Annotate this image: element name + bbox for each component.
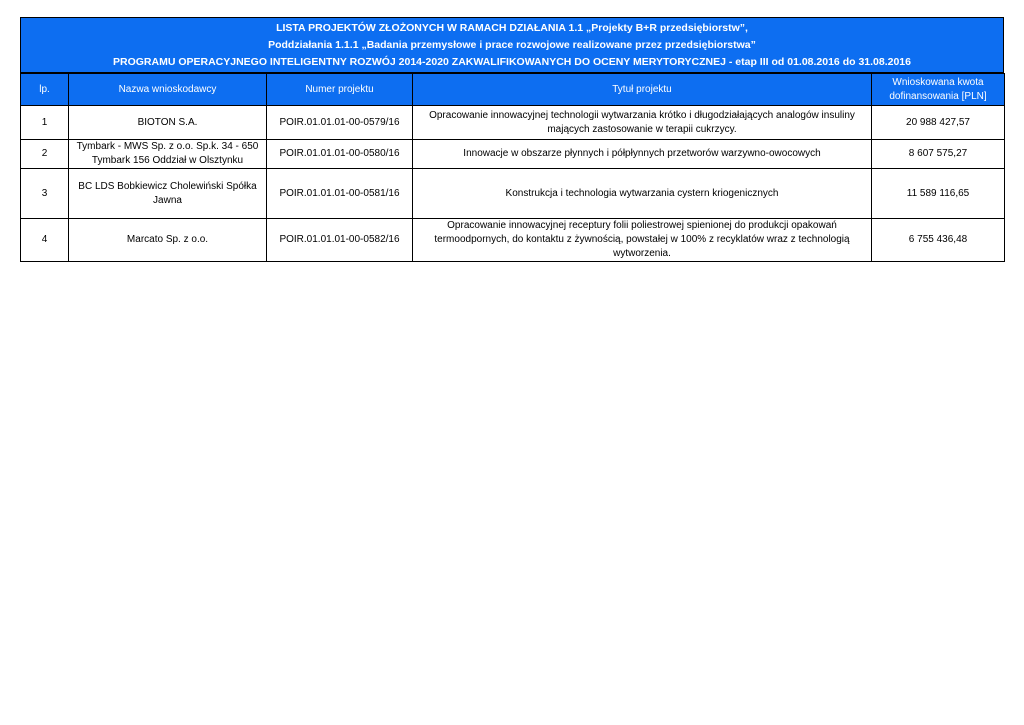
cell-project-title xyxy=(413,219,872,262)
column-header-applicant: Nazwa wnioskodawcy xyxy=(69,74,267,106)
table-header-row xyxy=(21,74,1005,106)
column-header-amount xyxy=(872,74,1005,106)
cell-project-number: POIR.01.01.01-00-0579/16 xyxy=(267,106,413,140)
cell-project-number: POIR.01.01.01-00-0580/16 xyxy=(267,140,413,169)
applicant-line: Tymbark 156 Oddział w Olsztynku xyxy=(91,155,244,166)
title-line-1: LISTA PROJEKTÓW ZŁOŻONYCH W RAMACH DZIAŁANIA 1.1 „Projekty B+R przedsiębiorstw”, xyxy=(276,22,748,34)
column-header-lp: lp. xyxy=(21,74,69,106)
title-line: Konstrukcja i technologia wytwarzania cystern kriogenicznych xyxy=(505,187,779,199)
title-line: mających zastosowanie w terapii cukrzycy. xyxy=(547,123,737,135)
projects-table xyxy=(20,73,1005,262)
cell-project-number: POIR.01.01.01-00-0582/16 xyxy=(267,219,413,262)
cell-lp: 1 xyxy=(21,106,69,140)
title-line: Opracowanie innowacyjnej technologii wytwarzania krótko i długodziałających analogów insuliny xyxy=(429,109,855,121)
cell-applicant xyxy=(69,169,267,219)
table-row xyxy=(21,219,1005,262)
title-line: termoodpornych, do kontaktu z żywnością, powstałej w 100% z recyklatów wraz z technologią xyxy=(434,234,850,245)
cell-project-title xyxy=(413,106,872,140)
applicant-line: BC LDS Bobkiewicz Cholewiński Spółka xyxy=(78,180,257,192)
amount-header-line-2: dofinansowania [PLN] xyxy=(889,90,987,102)
title-line-2: Poddziałania 1.1.1 „Badania przemysłowe i prace rozwojowe realizowane przez przedsiębiorstwa” xyxy=(268,39,756,51)
table-row xyxy=(21,169,1005,219)
cell-amount: 8 607 575,27 xyxy=(872,140,1005,169)
document-title-block xyxy=(20,17,1004,73)
amount-header-line-1: Wnioskowana kwota xyxy=(892,76,984,88)
cell-amount: 6 755 436,48 xyxy=(872,219,1005,262)
applicant-line: Marcato Sp. z o.o. xyxy=(126,234,209,245)
cell-amount: 11 589 116,65 xyxy=(872,169,1005,219)
cell-amount: 20 988 427,57 xyxy=(872,106,1005,140)
cell-project-number: POIR.01.01.01-00-0581/16 xyxy=(267,169,413,219)
applicant-line: Tymbark - MWS Sp. z o.o. Sp.k. 34 - 650 xyxy=(76,141,259,152)
applicant-line: Jawna xyxy=(153,194,182,206)
cell-applicant xyxy=(69,106,267,140)
title-line: wytworzenia. xyxy=(613,248,671,259)
project-list-sheet xyxy=(20,17,1004,262)
cell-lp: 4 xyxy=(21,219,69,262)
applicant-line: BIOTON S.A. xyxy=(137,116,198,128)
cell-project-title xyxy=(413,169,872,219)
table-row xyxy=(21,106,1005,140)
column-header-project-title: Tytuł projektu xyxy=(413,74,872,106)
cell-lp: 2 xyxy=(21,140,69,169)
cell-applicant xyxy=(69,140,267,169)
title-line-3: PROGRAMU OPERACYJNEGO INTELIGENTNY ROZWÓJ 2014-2020 ZAKWALIFIKOWANYCH DO OCENY MERYTORYCZNEJ - etap III od 01.08.2016 do 31.08.2016 xyxy=(113,56,911,68)
cell-project-title xyxy=(413,140,872,169)
cell-lp: 3 xyxy=(21,169,69,219)
column-header-project-number: Numer projektu xyxy=(267,74,413,106)
table-row xyxy=(21,140,1005,169)
title-line: Innowacje w obszarze płynnych i półpłynnych przetworów warzywno-owocowych xyxy=(463,148,821,159)
title-line: Opracowanie innowacyjnej receptury folii poliestrowej spienionej do produkcji opakowań xyxy=(447,220,837,231)
cell-applicant xyxy=(69,219,267,262)
